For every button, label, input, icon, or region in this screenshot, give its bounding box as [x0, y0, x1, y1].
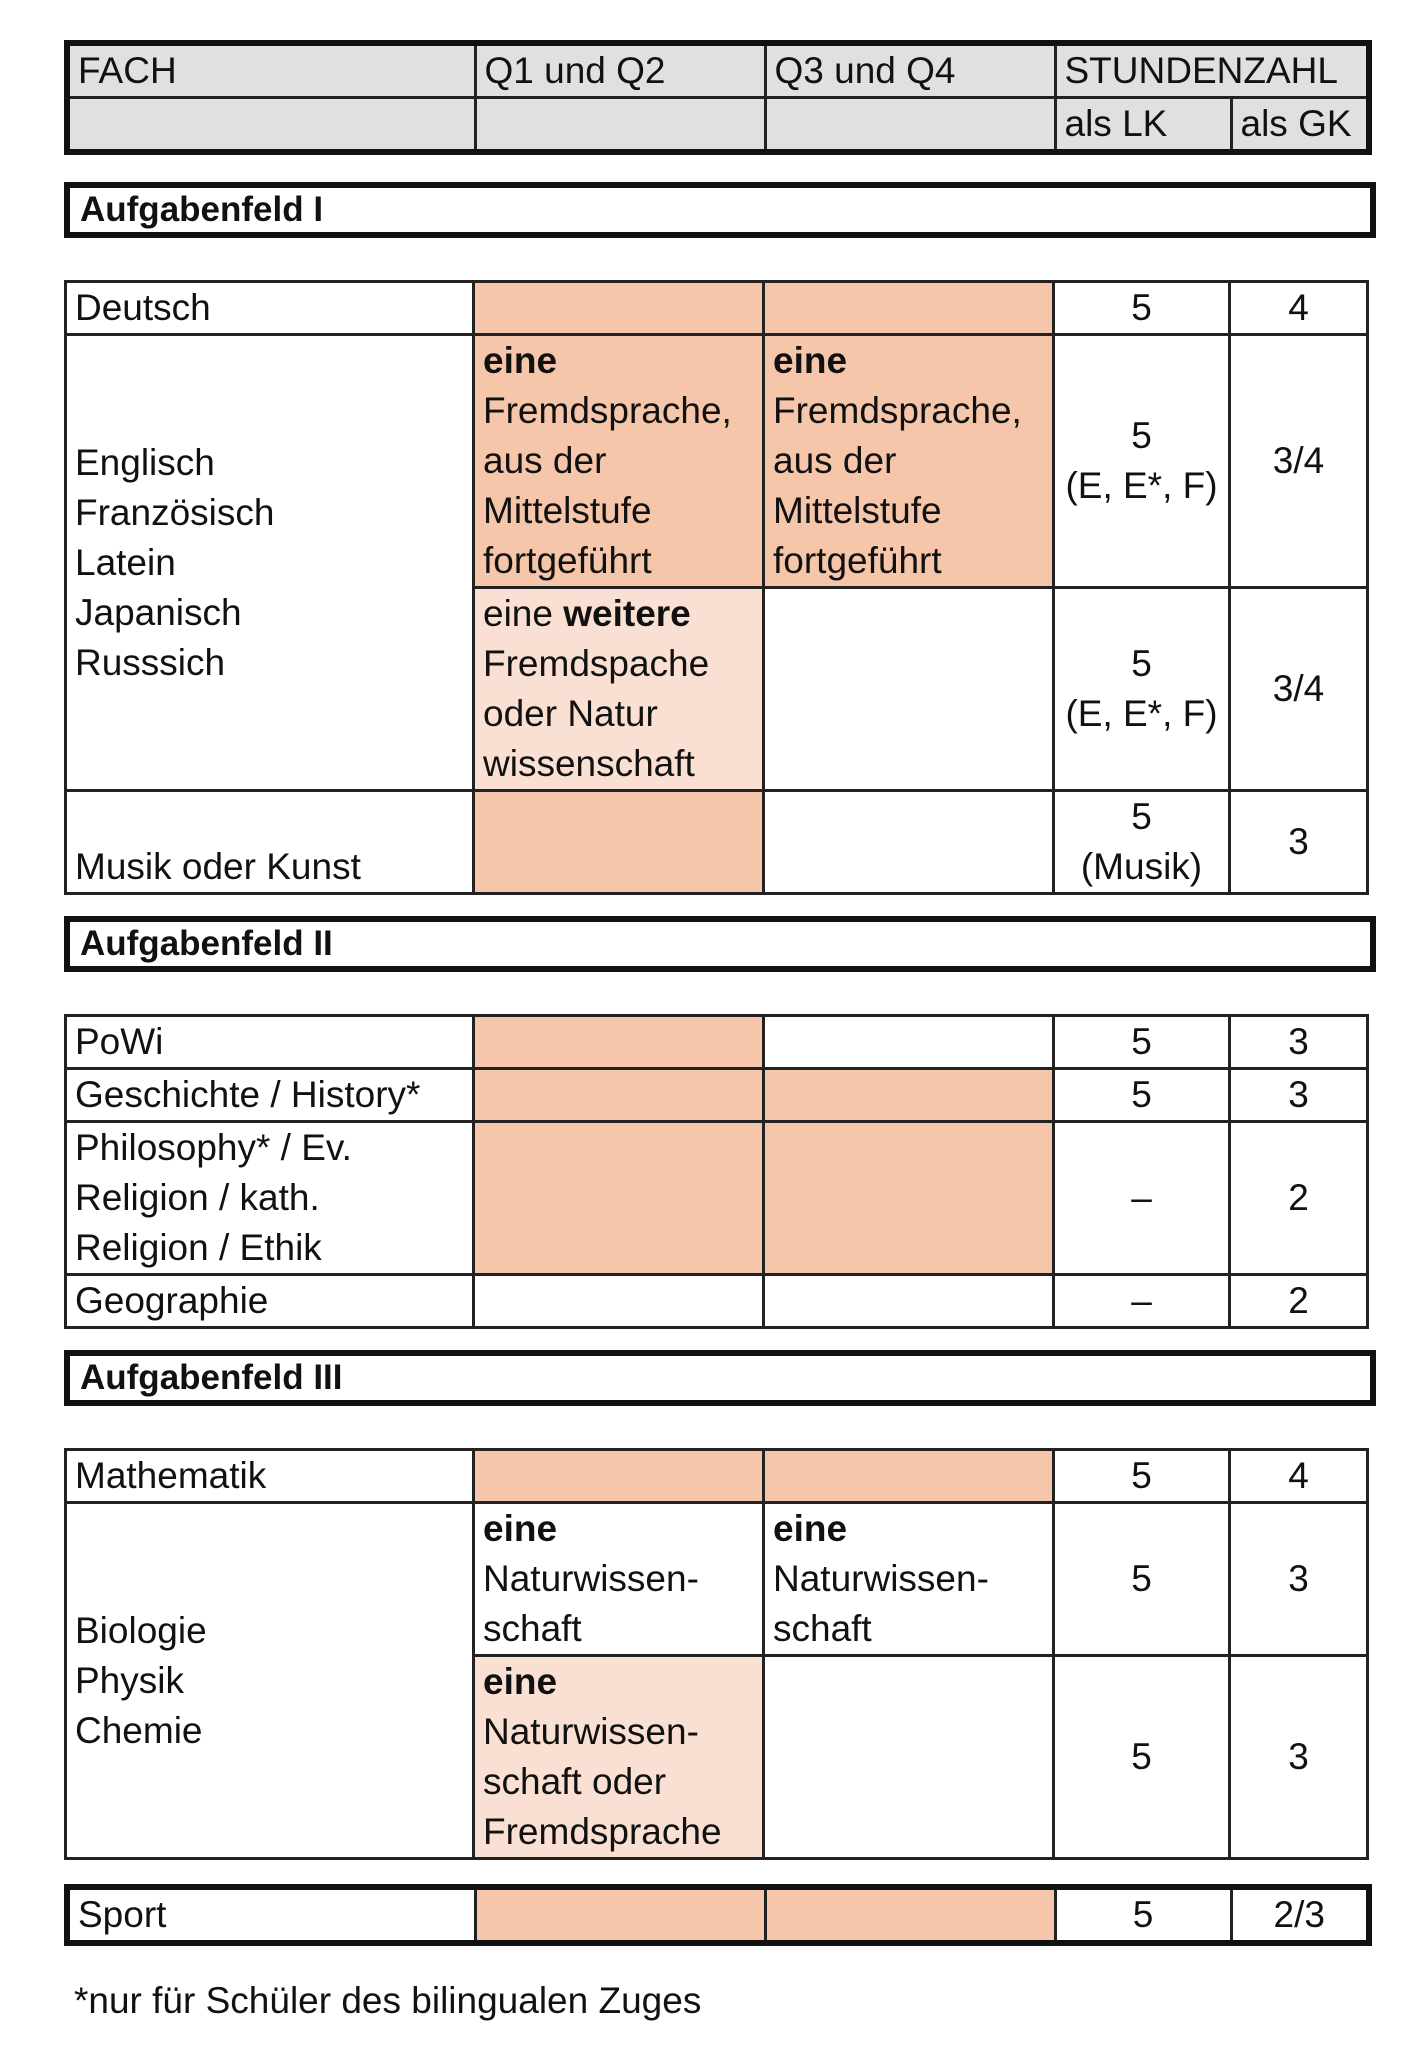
geographie-lk: – [1054, 1275, 1230, 1328]
section-title-feld3: Aufgabenfeld III [64, 1350, 1376, 1406]
subject-philosophie: Philosophy* / Ev. Religion / kath. Religion / Ethik [66, 1122, 474, 1275]
sprachen-q34: eine Fremdsprache, aus der Mittelstufe fortgeführt [764, 335, 1054, 588]
subject-deutsch: Deutsch [66, 282, 474, 335]
philosophie-q12 [474, 1122, 764, 1275]
powi-q12 [474, 1016, 764, 1069]
subject-chemie: Chemie [75, 1709, 203, 1751]
sprachen-lk2: 5 (E, E*, F) [1054, 588, 1230, 791]
header-table [64, 40, 1372, 155]
musik-gk: 3 [1230, 791, 1368, 894]
weitere-q34 [764, 588, 1054, 791]
philosophie-q34 [764, 1122, 1054, 1275]
geschichte-lk: 5 [1054, 1069, 1230, 1122]
geographie-q12 [474, 1275, 764, 1328]
subject-latein: Latein [75, 541, 176, 583]
subject-russisch: Russsich [75, 641, 226, 683]
geographie-gk: 2 [1230, 1275, 1368, 1328]
subject-powi: PoWi [66, 1016, 474, 1069]
subject-physik: Physik [75, 1659, 184, 1701]
musik-lk: 5 (Musik) [1054, 791, 1230, 894]
subject-sprachen [66, 335, 474, 791]
subject-sport: Sport [67, 1887, 475, 1943]
subject-englisch: Englisch [75, 441, 215, 483]
header-als-gk: als GK [1231, 98, 1369, 153]
natur-q12: eine Naturwissen- schaft [474, 1503, 764, 1656]
subject-naturwissenschaften [66, 1503, 474, 1859]
powi-gk: 3 [1230, 1016, 1368, 1069]
natur-gk1: 3 [1230, 1503, 1368, 1656]
mathe-lk: 5 [1054, 1450, 1230, 1503]
sprachen-gk2: 3/4 [1230, 588, 1368, 791]
section-title-feld2: Aufgabenfeld II [64, 916, 1376, 972]
natur-lk1: 5 [1054, 1503, 1230, 1656]
subject-geographie: Geographie [66, 1275, 474, 1328]
geschichte-gk: 3 [1230, 1069, 1368, 1122]
footnote: *nur für Schüler des bilingualen Zuges [74, 1980, 702, 2021]
powi-lk: 5 [1054, 1016, 1230, 1069]
natur-lk2: 5 [1054, 1656, 1230, 1859]
section-title-feld1: Aufgabenfeld I [64, 182, 1376, 238]
natur2-q12: eine Naturwissen- schaft oder Fremdsprache [474, 1656, 764, 1859]
philosophie-lk: – [1054, 1122, 1230, 1275]
mathe-gk: 4 [1230, 1450, 1368, 1503]
feld2-table [64, 1014, 1369, 1329]
cell-deutsch-q12 [474, 282, 764, 335]
feld3-table [64, 1448, 1369, 1860]
musik-q12 [474, 791, 764, 894]
subject-japanisch: Japanisch [75, 591, 242, 633]
subject-biologie: Biologie [75, 1609, 207, 1651]
musik-q34 [764, 791, 1054, 894]
sport-table [64, 1884, 1372, 1946]
header-q34: Q3 und Q4 [765, 43, 1055, 98]
natur2-q34 [764, 1656, 1054, 1859]
sport-gk: 2/3 [1231, 1887, 1369, 1943]
natur-q34: eine Naturwissen- schaft [764, 1503, 1054, 1656]
subject-geschichte: Geschichte / History* [66, 1069, 474, 1122]
sprachen-lk1: 5 (E, E*, F) [1054, 335, 1230, 588]
deutsch-lk: 5 [1054, 282, 1230, 335]
header-als-lk: als LK [1055, 98, 1231, 153]
header-stundenzahl: STUNDENZAHL [1055, 43, 1369, 98]
mathe-q34 [764, 1450, 1054, 1503]
natur-gk2: 3 [1230, 1656, 1368, 1859]
header-q12: Q1 und Q2 [475, 43, 765, 98]
geschichte-q34 [764, 1069, 1054, 1122]
deutsch-gk: 4 [1230, 282, 1368, 335]
sprachen-gk1: 3/4 [1230, 335, 1368, 588]
sprachen-q12: eine Fremdsprache, aus der Mittelstufe fortgeführt [474, 335, 764, 588]
feld1-table [64, 280, 1369, 895]
mathe-q12 [474, 1450, 764, 1503]
header-fach: FACH [67, 43, 475, 98]
sport-lk: 5 [1055, 1887, 1231, 1943]
sport-q34 [765, 1887, 1055, 1943]
cell-deutsch-q34 [764, 282, 1054, 335]
philosophie-gk: 2 [1230, 1122, 1368, 1275]
weitere-q12: eine weitere Fremdspache oder Natur wissenschaft [474, 588, 764, 791]
subject-mathematik: Mathematik [66, 1450, 474, 1503]
sport-q12 [475, 1887, 765, 1943]
subject-franzoesisch: Französisch [75, 491, 275, 533]
geographie-q34 [764, 1275, 1054, 1328]
geschichte-q12 [474, 1069, 764, 1122]
powi-q34 [764, 1016, 1054, 1069]
subject-musik: Musik oder Kunst [66, 791, 474, 894]
